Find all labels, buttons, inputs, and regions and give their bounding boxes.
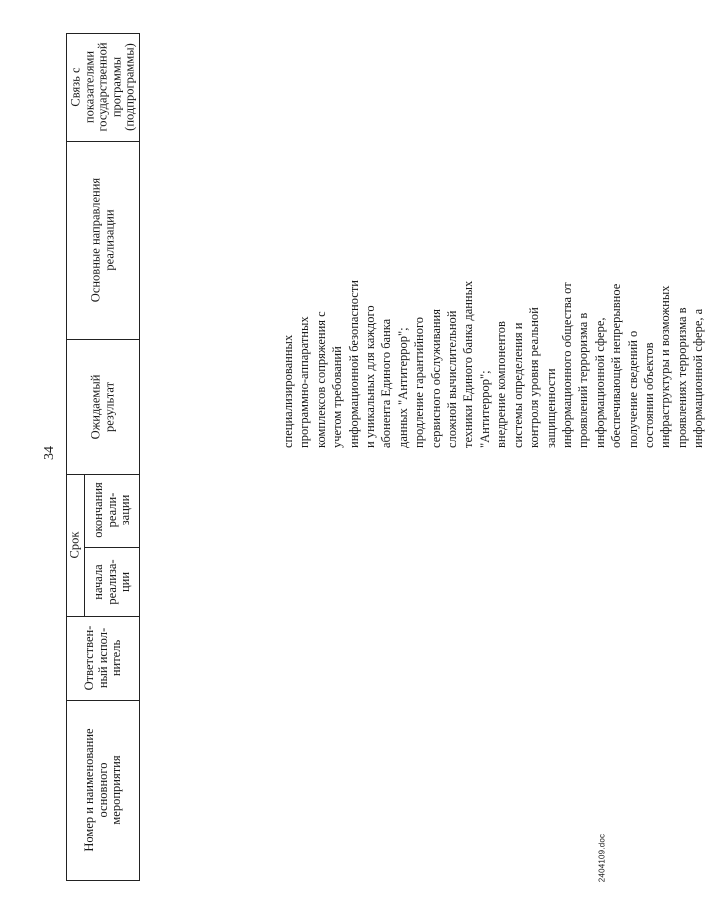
header-main-directions: Основные направления реализации	[88, 177, 116, 303]
content-line: и уникальных для каждого	[363, 305, 378, 448]
content-line: "Антитеррор";	[477, 370, 492, 448]
content-line: информационной сфере, а	[691, 308, 706, 448]
content-line: информационного общества от	[559, 282, 574, 448]
header-deadline-split	[84, 474, 85, 617]
content-line: системы определения и	[510, 322, 525, 448]
content-line: состоянии объектов	[641, 342, 656, 448]
header-deadline-start: начала реализа- ции	[90, 559, 132, 605]
content-line: информационной сфере,	[592, 317, 607, 448]
content-line: защищенности	[543, 368, 558, 448]
content-line: сложной вычислительной	[445, 310, 460, 448]
content-line: абонента Единого банка	[379, 318, 394, 448]
page-number: 34	[42, 446, 57, 460]
content-line: информационной безопасности	[346, 280, 361, 448]
content-line: внедрение компонентов	[494, 321, 509, 448]
header-deadline-end: окончания реали- зации	[90, 482, 132, 538]
content-line: обеспечивающей непрерывное	[609, 283, 624, 448]
content-line: сервисного обслуживания	[428, 309, 443, 448]
main-directions-content	[280, 68, 706, 448]
file-label: 2404109.doc	[597, 833, 607, 883]
table-row-divider-2	[66, 339, 139, 340]
header-program-link: Связь с показателями государственной программы (подпрограммы)	[68, 42, 137, 132]
content-line: инфраструктуры и возможных	[658, 285, 673, 448]
content-line: техники Единого банка данных	[461, 280, 476, 448]
table-left-border	[66, 33, 67, 881]
header-deadline: Срок	[67, 531, 82, 559]
content-line: продление гарантийного	[412, 316, 427, 448]
table-row-divider-6	[66, 700, 139, 701]
content-line: проявлениях терроризма в	[674, 307, 689, 448]
content-line: получение сведений о	[625, 330, 640, 448]
header-body-divider	[139, 33, 140, 881]
content-line: проявлений терроризма в	[576, 312, 591, 448]
header-event-number-name: Номер и наименование основного мероприятия	[81, 728, 123, 852]
content-line: данных "Антитеррор";	[395, 327, 410, 448]
content-line: программно-аппаратных	[297, 316, 312, 448]
header-expected-result: Ожидаемый результат	[88, 374, 116, 440]
content-line: учетом требований	[330, 346, 345, 448]
table-bottom-border	[66, 880, 139, 881]
table-row-divider-5	[66, 616, 139, 617]
content-line: комплексов сопряжения с	[313, 311, 328, 448]
header-executor: Ответствен- ный испол- нитель	[81, 625, 123, 691]
content-line: специализированных	[281, 334, 295, 448]
content-line: контроля уровня реальной	[527, 307, 542, 448]
